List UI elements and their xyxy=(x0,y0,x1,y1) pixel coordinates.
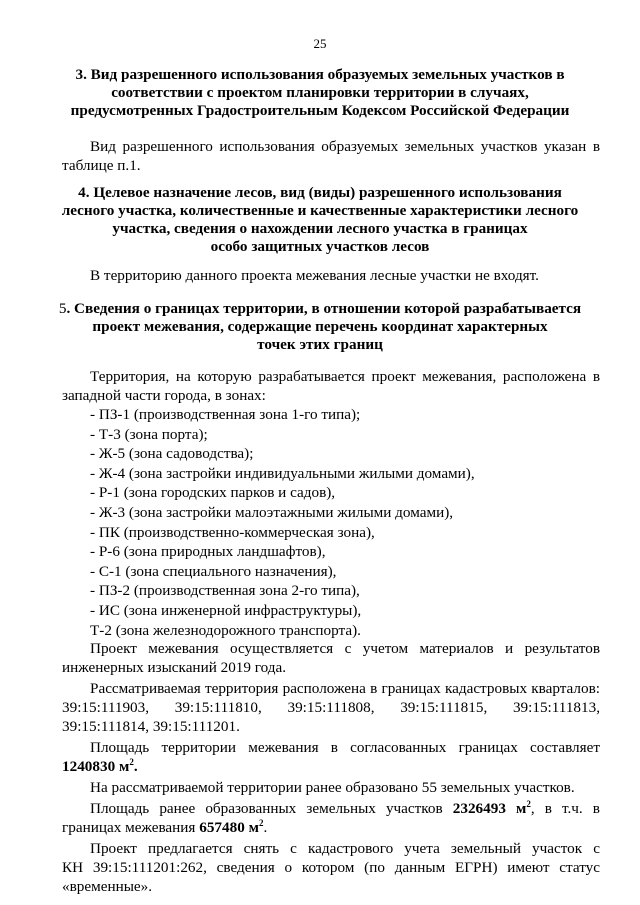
heading-line: 3. Вид разрешенного использования образуемых земельных участков в xyxy=(75,66,565,83)
list-item: - Ж-5 (зона садоводства); xyxy=(90,445,254,463)
list-item: - Т-3 (зона порта); xyxy=(90,425,208,443)
prev-area-value: 657480 м xyxy=(199,819,259,836)
heading-line: лесного участка, количественные и качественные характеристики лесного xyxy=(61,202,579,219)
prev-area-line xyxy=(62,819,267,837)
list-item: - ИС (зона инженерной инфраструктуры), xyxy=(90,601,362,619)
heading-line: участка, сведения о нахождении лесного участка в границах xyxy=(112,220,528,237)
remove-line: Проект предлагается снять с кадастрового учета земельный участок с xyxy=(90,840,600,857)
heading-number: 5 xyxy=(58,300,67,317)
prev-area-text: границах межевания xyxy=(62,819,200,836)
quarters-line: Рассматриваемая территория расположена в границах кадастровых кварталов: xyxy=(90,680,600,697)
intro-line: Территория, на которую разрабатывается проект межевания, расположена в xyxy=(90,368,600,385)
list-item: - Р-1 (зона городских парков и садов), xyxy=(90,484,336,502)
survey-line: Проект межевания осуществляется с учетом материалов и результатов xyxy=(90,640,600,657)
remove-line: «временные». xyxy=(62,878,153,895)
zones-list xyxy=(90,405,475,640)
section-4-heading xyxy=(40,184,600,256)
area-value: 1240830 м xyxy=(62,758,130,775)
area-value-line xyxy=(62,758,138,776)
list-item: - ПК (производственно-коммерческая зона), xyxy=(90,523,375,541)
prev-area-line xyxy=(90,800,600,818)
prev-area-sup: 2 xyxy=(258,817,264,828)
heading-line: 4. Целевое назначение лесов, вид (виды) разрешенного использования xyxy=(78,184,562,201)
section-5-heading xyxy=(40,300,600,354)
heading-line: предусмотренных Градостроительным Кодексом Российской Федерации xyxy=(70,102,570,119)
page-number: 25 xyxy=(313,36,327,51)
list-item: - Ж-4 (зона застройки индивидуальными жилыми домами), xyxy=(90,464,475,482)
prev-area-text: . xyxy=(263,819,268,836)
area-end: . xyxy=(133,758,138,775)
prev-area-sup: 2 xyxy=(526,798,531,809)
list-item: - С-1 (зона специального назначения), xyxy=(90,562,337,580)
section-3-paragraph-line: таблице п.1. xyxy=(62,157,141,174)
list-item: Т-2 (зона железнодорожного транспорта). xyxy=(90,621,361,639)
heading-line: особо защитных участков лесов xyxy=(210,238,430,255)
heading-line: . Сведения о границах территории, в отношении которой разрабатывается xyxy=(66,300,582,317)
section-4-paragraph: В территорию данного проекта межевания лесные участки не входят. xyxy=(90,267,539,284)
intro-line: западной части города, в зонах: xyxy=(62,387,266,404)
formed-count-line: На рассматриваемой территории ранее образовано 55 земельных участков. xyxy=(90,779,575,796)
heading-line: проект межевания, содержащие перечень координат характерных xyxy=(92,318,548,335)
prev-area-value: 2326493 м xyxy=(452,800,527,817)
heading-line: точек этих границ xyxy=(257,336,383,353)
section-3-heading xyxy=(40,66,600,120)
prev-area-text: Площадь ранее образованных земельных участков xyxy=(90,800,453,817)
list-item: - Ж-3 (зона застройки малоэтажными жилыми домами), xyxy=(90,503,454,521)
list-item: - ПЗ-1 (производственная зона 1-го типа); xyxy=(90,406,361,423)
survey-line: инженерных изысканий 2019 года. xyxy=(62,659,287,676)
area-line: Площадь территории межевания в согласованных границах составляет xyxy=(90,739,600,756)
area-unit-sup: 2 xyxy=(129,756,134,767)
list-item: - ПЗ-2 (производственная зона 2-го типа), xyxy=(90,582,360,600)
list-item: - Р-6 (зона природных ландшафтов), xyxy=(90,543,326,561)
section-3-paragraph-line: Вид разрешенного использования образуемых земельных участков указан в xyxy=(90,138,600,155)
remove-line: КН 39:15:111201:262, сведения о котором (по данным ЕГРН) имеют статус xyxy=(62,859,600,876)
prev-area-text: , в т.ч. в xyxy=(530,800,600,817)
quarters-line: 39:15:111903, 39:15:111810, 39:15:111808, 39:15:111815, 39:15:111813, xyxy=(62,699,600,716)
heading-line: соответствии с проектом планировки территории в случаях, xyxy=(111,84,529,101)
quarters-line: 39:15:111814, 39:15:111201. xyxy=(62,718,240,735)
